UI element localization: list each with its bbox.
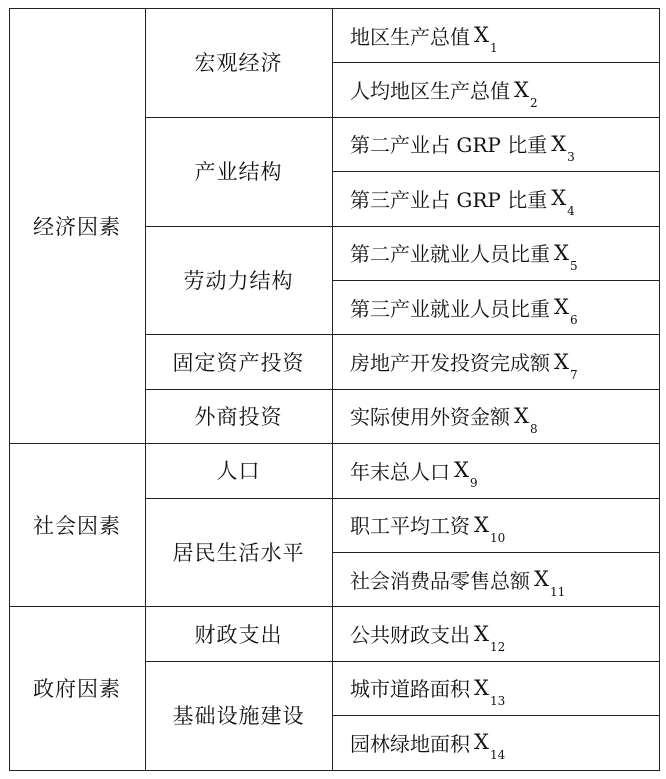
variable-symbol — [474, 675, 506, 708]
variable-subscript: 6 — [569, 313, 578, 328]
subcategory-cell-text: 基础设施建设 — [172, 704, 305, 729]
indicator-cell-text: 第二产业占 GRP 比重 — [350, 133, 548, 158]
table-border — [332, 171, 659, 172]
subcategory-cell — [145, 8, 332, 117]
subcategory-cell-text: 宏观经济 — [194, 51, 283, 76]
variable-letter: X — [554, 349, 569, 374]
variable-subscript: 3 — [567, 149, 575, 164]
indicator-cell — [332, 498, 659, 552]
indicator-cell-text: 人均地区生产总值 — [350, 79, 510, 104]
variable-symbol — [554, 349, 578, 382]
variable-subscript: 2 — [529, 95, 538, 110]
subcategory-cell-text: 产业结构 — [194, 160, 283, 185]
subcategory-cell — [145, 498, 332, 607]
category-cell — [9, 443, 145, 606]
table-border — [332, 552, 659, 553]
variable-letter: X — [474, 621, 489, 646]
variable-symbol — [534, 567, 566, 600]
subcategory-cell — [145, 389, 332, 443]
variable-subscript: 7 — [569, 367, 578, 382]
subcategory-cell-text: 居民生活水平 — [172, 540, 305, 565]
variable-subscript: 4 — [567, 204, 575, 219]
table-border — [145, 8, 146, 770]
table-border — [9, 443, 659, 444]
variable-symbol — [554, 240, 578, 273]
indicator-cell-text: 地区生产总值 — [350, 24, 470, 49]
subcategory-cell-text: 财政支出 — [194, 622, 283, 647]
indicator-cell — [332, 117, 659, 171]
variable-letter: X — [454, 458, 469, 483]
variable-letter: X — [551, 186, 567, 211]
indicator-cell-text: 年末总人口 — [350, 459, 450, 484]
indicator-cell — [332, 8, 659, 62]
indicator-cell — [332, 443, 659, 497]
indicator-cell — [332, 715, 659, 769]
indicator-cell — [332, 552, 659, 606]
variable-letter: X — [534, 567, 549, 592]
table-border — [332, 62, 659, 63]
subcategory-cell-text: 人口 — [216, 459, 261, 484]
variable-symbol — [474, 512, 506, 545]
table-border — [9, 606, 659, 607]
table-border — [145, 389, 659, 390]
variable-symbol — [474, 621, 506, 654]
subcategory-cell — [145, 117, 332, 226]
indicator-cell — [332, 606, 659, 660]
variable-subscript: 9 — [469, 476, 478, 491]
variable-symbol — [474, 23, 498, 56]
subcategory-cell-text: 固定资产投资 — [172, 350, 305, 375]
variable-letter: X — [554, 240, 569, 265]
indicator-cell-text: 职工平均工资 — [350, 514, 470, 539]
indicator-cell-text: 第三产业占 GRP 比重 — [350, 187, 548, 212]
table-border — [9, 8, 10, 770]
subcategory-cell — [145, 334, 332, 388]
table-border — [145, 117, 659, 118]
variable-letter: X — [551, 131, 567, 156]
table-border — [145, 661, 659, 662]
subcategory-cell-text: 劳动力结构 — [183, 268, 294, 293]
variable-symbol — [514, 403, 538, 436]
table-border — [145, 226, 659, 227]
subcategory-cell-text: 外商投资 — [194, 404, 283, 429]
category-cell — [9, 8, 145, 443]
variable-subscript: 11 — [549, 585, 566, 600]
subcategory-cell — [145, 661, 332, 770]
variable-symbol — [474, 730, 506, 763]
variable-letter: X — [514, 77, 529, 102]
indicator-cell — [332, 334, 659, 388]
category-cell — [9, 606, 145, 769]
table-border — [145, 498, 659, 499]
table-border — [9, 770, 660, 771]
indicator-cell-text: 第二产业就业人员比重 — [350, 242, 550, 267]
variable-subscript: 12 — [489, 639, 506, 654]
variable-letter: X — [514, 403, 529, 428]
variable-letter: X — [554, 295, 569, 320]
variable-symbol — [454, 458, 478, 491]
variable-symbol — [554, 295, 578, 328]
indicator-cell-text: 公共财政支出 — [350, 623, 470, 648]
variable-symbol — [551, 186, 575, 219]
indicator-cell-text: 第三产业就业人员比重 — [350, 296, 550, 321]
variable-letter: X — [474, 512, 489, 537]
variable-subscript: 10 — [489, 530, 506, 545]
category-cell-text: 社会因素 — [33, 513, 121, 538]
table-border — [332, 280, 659, 281]
table-border — [332, 8, 333, 770]
indicator-cell — [332, 389, 659, 443]
category-cell-text: 政府因素 — [33, 676, 121, 701]
indicator-cell — [332, 226, 659, 280]
table-border — [659, 8, 660, 771]
indicator-cell-text: 城市道路面积 — [350, 677, 470, 702]
variable-subscript: 13 — [489, 693, 506, 708]
category-cell-text: 经济因素 — [33, 214, 121, 239]
indicator-cell — [332, 62, 659, 116]
variable-letter: X — [474, 675, 489, 700]
subcategory-cell — [145, 226, 332, 335]
variable-letter: X — [474, 730, 489, 755]
variable-subscript: 1 — [489, 41, 498, 56]
table-border — [9, 8, 660, 9]
indicator-cell-text: 房地产开发投资完成额 — [350, 351, 550, 376]
variable-letter: X — [474, 23, 489, 48]
subcategory-cell — [145, 606, 332, 660]
indicator-cell — [332, 661, 659, 715]
variable-subscript: 14 — [489, 748, 506, 763]
indicator-cell-text: 社会消费品零售总额 — [350, 568, 530, 593]
table-border — [332, 715, 659, 716]
variable-symbol — [514, 77, 538, 110]
indicator-cell-text: 园林绿地面积 — [350, 731, 470, 756]
indicator-cell-text: 实际使用外资金额 — [350, 405, 510, 430]
indicator-cell — [332, 280, 659, 334]
variable-symbol — [551, 131, 575, 164]
table-border — [145, 334, 659, 335]
variable-subscript: 5 — [569, 258, 578, 273]
indicator-cell — [332, 171, 659, 225]
variable-subscript: 8 — [529, 421, 538, 436]
subcategory-cell — [145, 443, 332, 497]
